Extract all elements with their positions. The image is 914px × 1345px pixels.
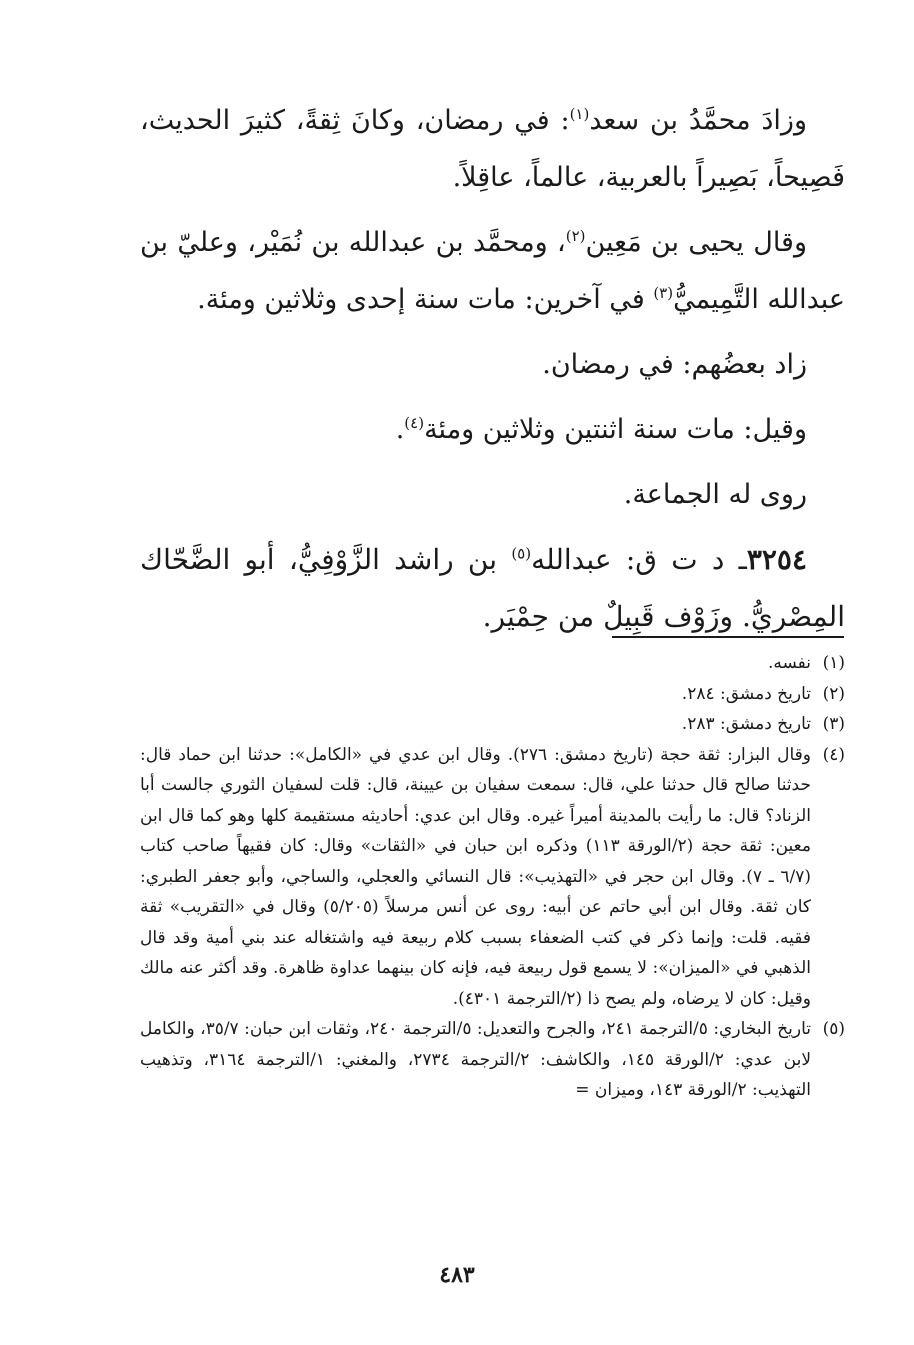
footnote-separator [612, 636, 844, 638]
footnote-text: تاريخ دمشق: ٢٨٤. [681, 683, 811, 704]
footnote-ref-1[interactable]: (١) [569, 105, 590, 123]
footnote-ref-5[interactable]: (٥) [511, 544, 532, 563]
footnote-number: (١) [822, 653, 845, 673]
footnote-text: نفسه. [767, 653, 811, 673]
main-text [140, 92, 845, 653]
biography-entry [140, 531, 845, 645]
footnote-number: (٥) [822, 1019, 845, 1039]
footnote-4 [140, 740, 845, 1015]
footnote-2 [140, 679, 845, 710]
paragraph-3: زاد بعضُهم: في رمضان. [542, 349, 807, 380]
text-segment: وزادَ محمَّدُ بن سعد [589, 105, 807, 136]
paragraph-4 [140, 401, 845, 458]
footnote-3 [140, 709, 845, 740]
footnote-1 [140, 648, 845, 679]
footnote-text: وقال البزار: ثقة حجة (تاريخ دمشق: ٢٧٦). وقال ابن عدي في «الكامل»: حدثنا ابن حماد قال: حدثنا صالح قال حدثنا علي، قال: سمعت سفيان بن عيينة، قال: قلت لسفيان الثوري جالست أبا الزناد؟ قال: ما رأيت بالمدينة أميراً غيره. وقال ابن عدي: أحاديثه مستقيمة كلها وهو كما قال ابن معين: ثقة حجة (٢/الورقة ١١٣) وذكره ابن حبان في «الثقات» وقال: كان فقيهاً صاحب كتاب (٦/٧ ـ ٧). وقال ابن حجر في «التهذيب»: قال النسائي والعجلي، والساجي، وأبو جعفر الطبري: كان ثقة. وقال ابن أبي حاتم عن أبيه: روى عن أنس مرسلاً (٥/٢٠٥) وقال في «التقريب» ثقة فقيه. قلت: وإنما ذكر في كتب الضعفاء بسبب كلام ربيعة فيه واشتغاله عند بني أمية وقد قال الذهبي في «الميزان»: لا يسمع قول ربيعة فيه، فإنه كان بينهما عداوة ظاهرة. وقد أكثر عنه مالك وقيل: كان لا يرضاه، ولم يصح ذا (٢/الترجمة ٤٣٠١). [140, 744, 811, 1009]
footnote-number: (٤) [822, 744, 845, 765]
text-segment: ـ د ت ق: عبدالله [531, 543, 747, 576]
footnote-ref-3[interactable]: (٣) [653, 284, 674, 302]
entry-number: ٣٢٥٤ [746, 543, 807, 576]
paragraph-5: روى له الجماعة. [623, 479, 807, 510]
footnote-5 [140, 1014, 845, 1106]
footnote-ref-2[interactable]: (٢) [565, 227, 586, 245]
text-segment: في آخرين: مات سنة إحدى وثلاثين ومئة. [197, 284, 654, 315]
footnote-number: (٣) [822, 714, 845, 734]
footnote-text: تاريخ البخاري: ٥/الترجمة ٢٤١، والجرح والتعديل: ٥/الترجمة ٢٤٠، وثقات ابن حبان: ٣٥/٧، والكامل لابن عدي: ٢/الورقة ١٤٥، والكاشف: ٢/الترجمة ٢٧٣٤، والمغني: ١/الترجمة ٣١٦٤، وتذهيب التهذيب: ٢/الورقة ١٤٣، وميزان = [140, 1019, 812, 1100]
paragraph-1 [140, 92, 845, 206]
text-segment: . [395, 414, 405, 445]
paragraph-2 [140, 214, 845, 328]
text-segment: : في رمضان، وكانَ ثِقةً، كثيرَ الحديث، فَصِيحاً، بَصِيراً بالعربية، عالماً، عاقِلاً. [140, 105, 845, 193]
footnote-text: تاريخ دمشق: ٢٨٣. [681, 714, 811, 734]
footnotes [140, 648, 845, 1106]
text-segment: وقال يحيى بن مَعِين [585, 227, 807, 258]
page-number: ٤٨٣ [439, 1262, 475, 1288]
text-segment: بن راشد الزَّوْفِيُّ، أبو الضَّحّاك المِصْريُّ. وزَوْف قَبِيلٌ من حِمْيَر. [140, 543, 845, 633]
footnote-ref-4[interactable]: (٤) [404, 414, 425, 432]
footnote-number: (٢) [822, 683, 845, 704]
text-segment: وقيل: مات سنة اثنتين وثلاثين ومئة [424, 414, 807, 445]
text-segment: ، ومحمَّد بن عبدالله بن نُمَيْر، وعليّ بن عبدالله التَّمِيميُّ [140, 227, 845, 315]
